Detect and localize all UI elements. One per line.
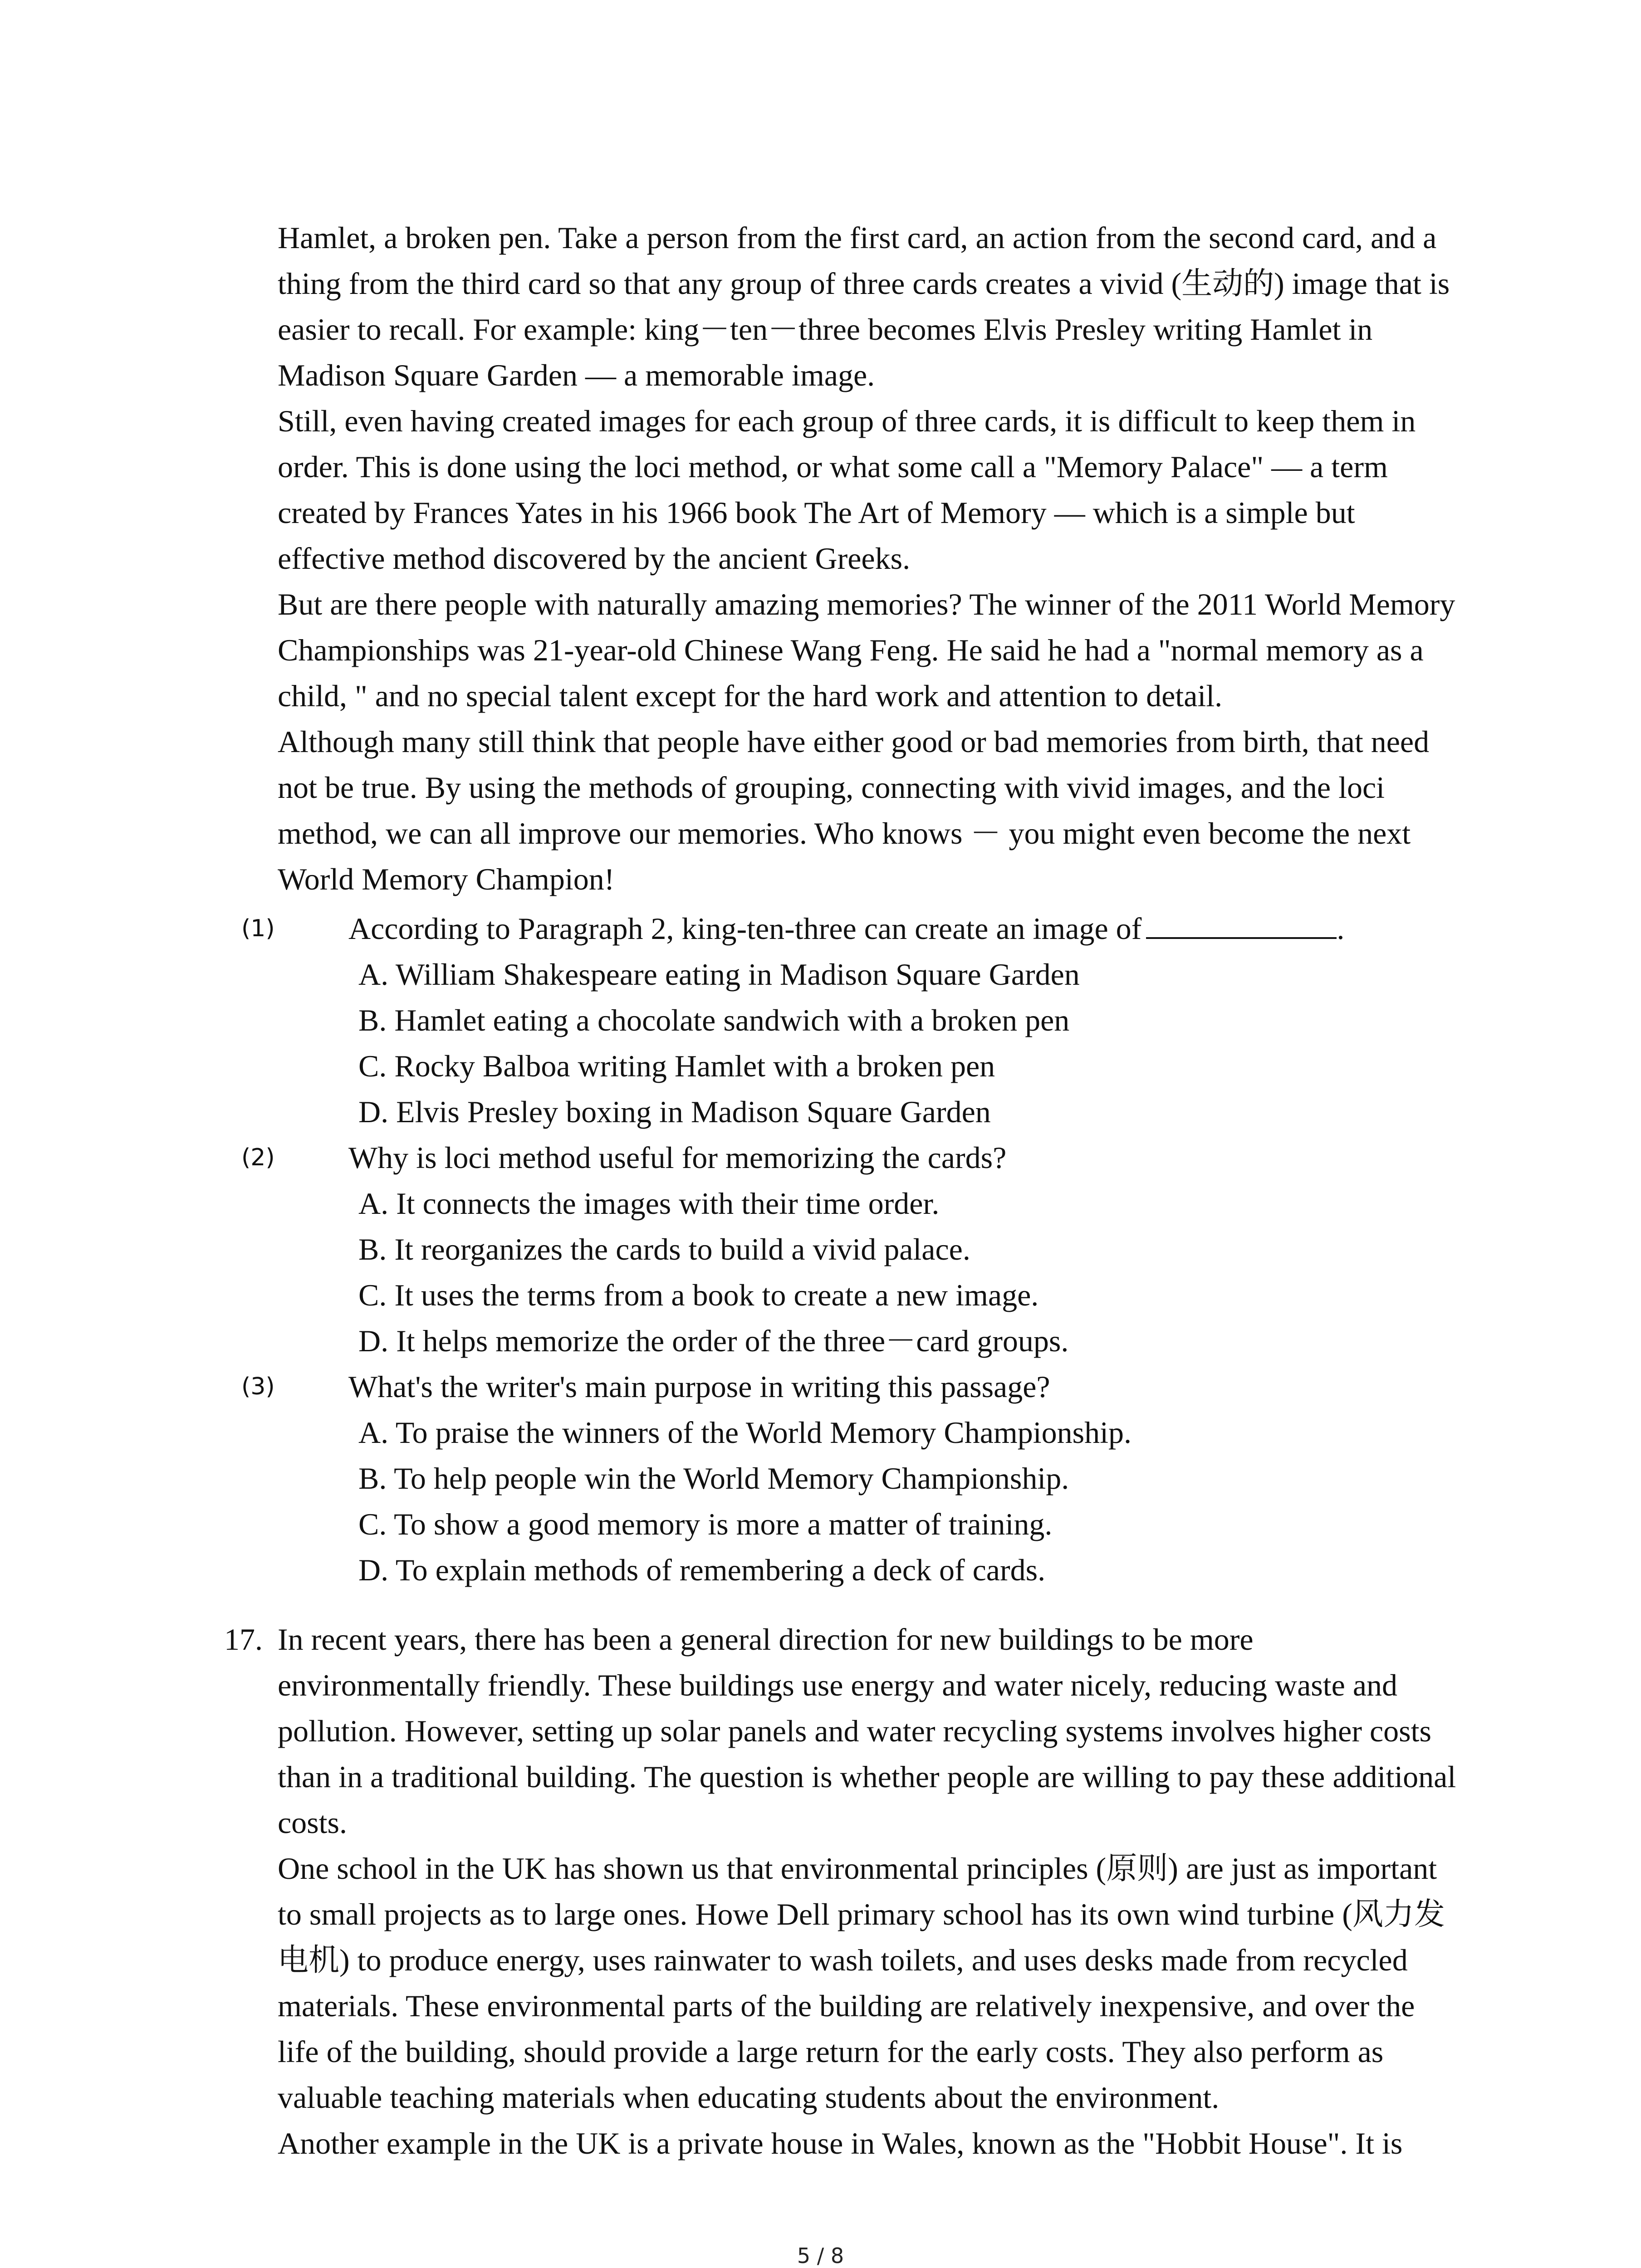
- question-text: According to Paragraph 2, king-ten-three can create an image of: [348, 911, 1142, 946]
- passage-line: thing from the third card so that any group of three cards creates a vivid (生动的) image that is: [278, 266, 1450, 301]
- option-d: D. To explain methods of remembering a deck of cards.: [358, 1553, 1046, 1587]
- question-stem: [241, 1135, 1466, 1181]
- option-a: A. To praise the winners of the World Memory Championship.: [358, 1415, 1132, 1450]
- question-text: What's the writer's main purpose in writing this passage?: [348, 1369, 1050, 1404]
- passage-16-continued: [278, 215, 1466, 902]
- passage-line: Madison Square Garden — a memorable image.: [278, 358, 875, 392]
- passage-line: than in a traditional building. The question is whether people are willing to pay these additional: [278, 1760, 1456, 1794]
- question-suffix: .: [1337, 911, 1345, 946]
- passage-line: order. This is done using the loci method, or what some call a "Memory Palace" — a term: [278, 450, 1388, 484]
- option-c: C. To show a good memory is more a matter of training.: [358, 1507, 1053, 1541]
- passage-17: [224, 1617, 1466, 2166]
- passage-line: In recent years, there has been a general direction for new buildings to be more: [278, 1622, 1254, 1657]
- question-2: [241, 1135, 1466, 1364]
- passage-line: Although many still think that people have either good or bad memories from birth, that need: [278, 724, 1430, 759]
- passage-line: method, we can all improve our memories. Who knows － you might even become the next: [278, 816, 1411, 850]
- passage-line: One school in the UK has shown us that environmental principles (原则) are just as important: [278, 1851, 1437, 1886]
- passage-line: But are there people with naturally amazing memories? The winner of the 2011 World Memory: [278, 587, 1455, 621]
- question-number: (2): [241, 1144, 275, 1171]
- question-stem: [241, 906, 1466, 952]
- passage-line: valuable teaching materials when educating students about the environment.: [278, 2080, 1220, 2115]
- page-number: 5 / 8: [797, 2244, 844, 2268]
- question-text: Why is loci method useful for memorizing the cards?: [348, 1140, 1007, 1175]
- answer-blank: [1146, 906, 1337, 939]
- option-b: B. Hamlet eating a chocolate sandwich with a broken pen: [358, 1003, 1070, 1037]
- passage-line: child, " and no special talent except for the hard work and attention to detail.: [278, 679, 1223, 713]
- question-number: (3): [241, 1373, 275, 1400]
- option-d: D. It helps memorize the order of the three－card groups.: [358, 1324, 1069, 1358]
- passage-line: life of the building, should provide a large return for the early costs. They also perform as: [278, 2034, 1384, 2069]
- option-c: C. Rocky Balboa writing Hamlet with a broken pen: [358, 1049, 995, 1083]
- question-3: [241, 1364, 1466, 1593]
- option-c: C. It uses the terms from a book to create a new image.: [358, 1278, 1039, 1312]
- passage-line: World Memory Champion!: [278, 862, 615, 896]
- option-b: B. It reorganizes the cards to build a vivid palace.: [358, 1232, 970, 1266]
- passage-line: created by Frances Yates in his 1966 book The Art of Memory — which is a simple but: [278, 495, 1355, 530]
- question-number: (1): [241, 915, 275, 942]
- passage-line: environmentally friendly. These buildings use energy and water nicely, reducing waste and: [278, 1668, 1398, 1702]
- passage-line: not be true. By using the methods of grouping, connecting with vivid images, and the loci: [278, 770, 1385, 805]
- option-a: A. It connects the images with their time order.: [358, 1186, 940, 1221]
- item-number: 17.: [224, 1622, 263, 1657]
- option-d: D. Elvis Presley boxing in Madison Square Garden: [358, 1095, 991, 1129]
- passage-line: costs.: [278, 1805, 347, 1840]
- option-b: B. To help people win the World Memory Championship.: [358, 1461, 1069, 1496]
- passage-line: 电机) to produce energy, uses rainwater to wash toilets, and uses desks made from recycled: [278, 1943, 1408, 1977]
- passage-line: Still, even having created images for each group of three cards, it is difficult to keep them in: [278, 404, 1416, 438]
- passage-line: Championships was 21-year-old Chinese Wang Feng. He said he had a "normal memory as a: [278, 633, 1424, 667]
- page-content: [224, 215, 1466, 2166]
- passage-line: effective method discovered by the ancient Greeks.: [278, 541, 911, 576]
- option-a: A. William Shakespeare eating in Madison Square Garden: [358, 957, 1080, 992]
- passage-line: Hamlet, a broken pen. Take a person from the first card, an action from the second card, and a: [278, 220, 1437, 255]
- passage-line: Another example in the UK is a private house in Wales, known as the "Hobbit House". It is: [278, 2126, 1403, 2160]
- passage-line: to small projects as to large ones. Howe Dell primary school has its own wind turbine (风力发: [278, 1897, 1445, 1931]
- passage-line: pollution. However, setting up solar panels and water recycling systems involves higher costs: [278, 1714, 1431, 1748]
- passage-line: easier to recall. For example: king－ten－three becomes Elvis Presley writing Hamlet in: [278, 312, 1373, 347]
- passage-line: materials. These environmental parts of the building are relatively inexpensive, and over the: [278, 1989, 1415, 2023]
- question-stem: [241, 1364, 1466, 1410]
- question-1: [241, 906, 1466, 1135]
